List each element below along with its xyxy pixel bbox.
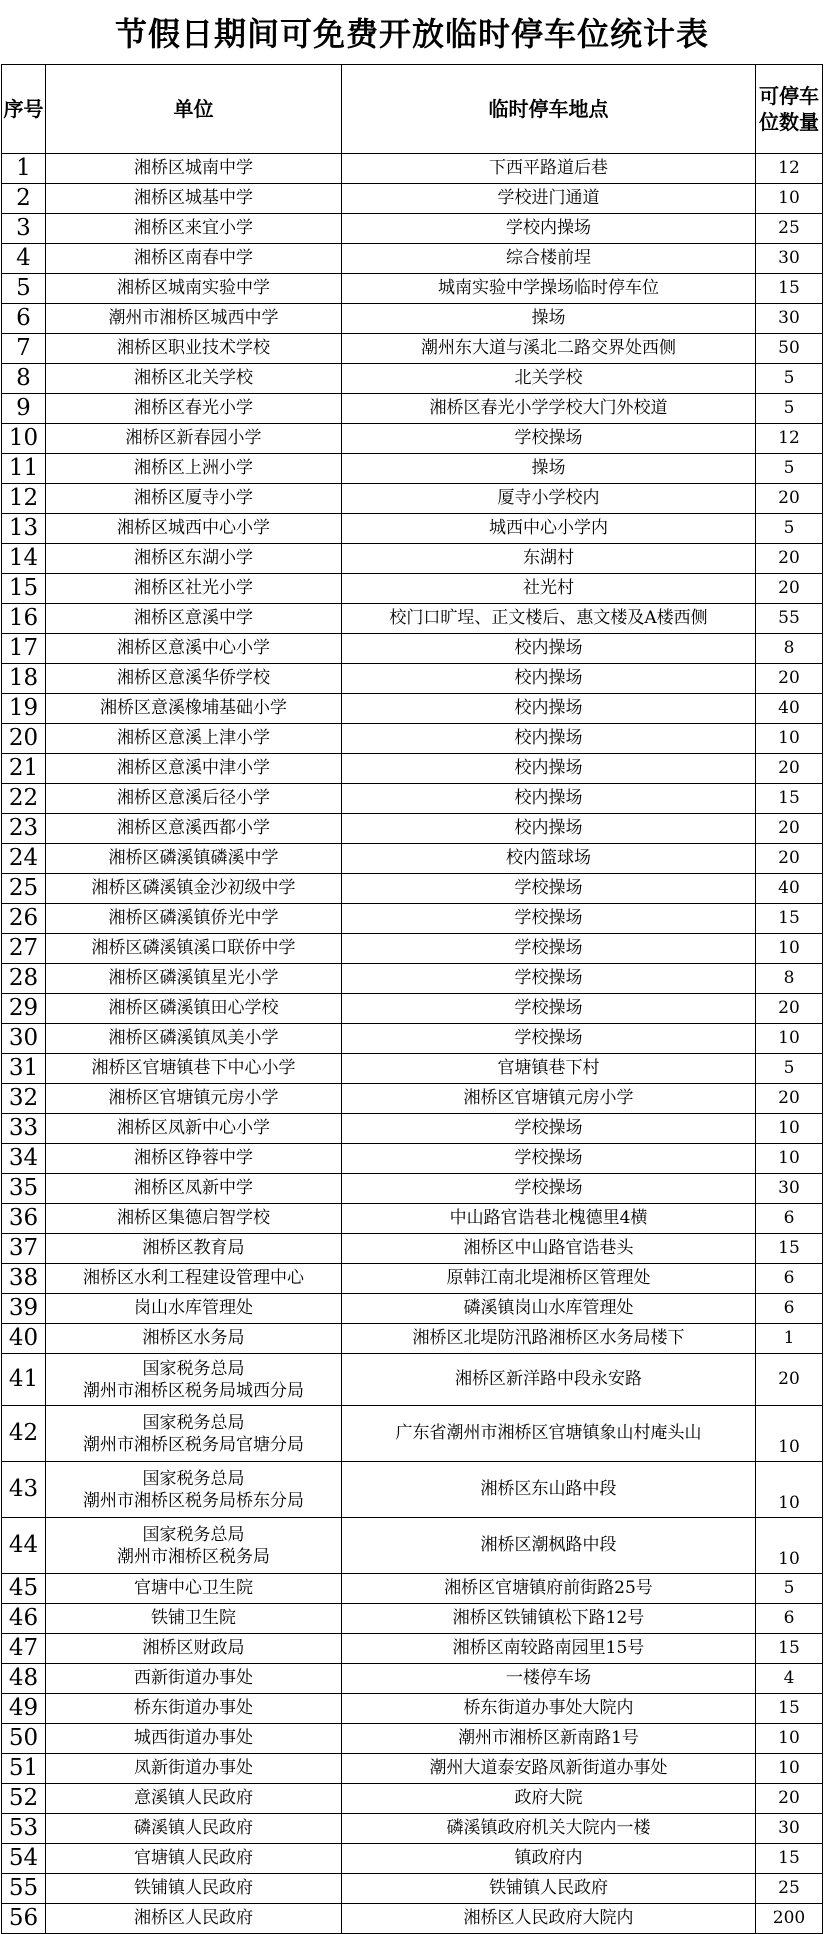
row-location: 潮州大道泰安路凤新街道办事处 [342,1754,756,1784]
table-row [2,1024,823,1054]
row-location: 学校操场 [342,1174,756,1204]
row-location: 北关学校 [342,364,756,394]
table-row [2,1144,823,1174]
row-unit: 官塘镇人民政府 [46,1844,342,1874]
row-index: 31 [2,1054,46,1084]
row-unit: 湘桥区教育局 [46,1234,342,1264]
row-count: 20 [756,664,823,694]
row-unit: 湘桥区官塘镇元房小学 [46,1084,342,1114]
table-row [2,1174,823,1204]
table-row [2,1084,823,1114]
table-row [2,1724,823,1754]
row-index: 47 [2,1634,46,1664]
row-index: 6 [2,304,46,334]
row-count: 15 [756,1844,823,1874]
row-location: 原韩江南北堤湘桥区管理处 [342,1264,756,1294]
row-unit: 湘桥区意溪华侨学校 [46,664,342,694]
row-count: 20 [756,484,823,514]
row-unit: 湘桥区凤新中学 [46,1174,342,1204]
row-index: 48 [2,1664,46,1694]
row-unit: 岗山水库管理处 [46,1294,342,1324]
row-location: 磷溪镇岗山水库管理处 [342,1294,756,1324]
row-index: 29 [2,994,46,1024]
row-unit: 湘桥区磷溪镇凤美小学 [46,1024,342,1054]
row-unit: 湘桥区意溪后径小学 [46,784,342,814]
row-unit [46,1406,342,1462]
row-location: 湘桥区北堤防汛路湘桥区水务局楼下 [342,1324,756,1354]
row-index: 54 [2,1844,46,1874]
row-unit: 湘桥区意溪中心小学 [46,634,342,664]
row-index: 13 [2,514,46,544]
row-location: 校内篮球场 [342,844,756,874]
row-location: 城南实验中学操场临时停车位 [342,274,756,304]
row-count: 30 [756,244,823,274]
row-location: 潮州东大道与溪北二路交界处西侧 [342,334,756,364]
table-row [2,1634,823,1664]
row-index: 21 [2,754,46,784]
row-location: 学校操场 [342,424,756,454]
row-location: 学校操场 [342,934,756,964]
row-count: 20 [756,844,823,874]
table-row [2,604,823,634]
row-unit-line2: 潮州市湘桥区税务局 [117,1546,270,1567]
row-unit: 湘桥区凤新中心小学 [46,1114,342,1144]
row-index: 50 [2,1724,46,1754]
row-count: 10 [756,1724,823,1754]
row-count: 30 [756,1814,823,1844]
header-unit: 单位 [46,65,342,154]
table-row [2,1054,823,1084]
table-row [2,274,823,304]
row-index: 42 [2,1406,46,1462]
table-row [2,1234,823,1264]
row-unit: 铁铺镇人民政府 [46,1874,342,1904]
row-unit-line1: 国家税务总局 [142,1524,245,1545]
row-unit-line1: 国家税务总局 [142,1412,245,1433]
row-count: 10 [756,1406,823,1462]
row-count: 5 [756,1574,823,1604]
row-location: 校内操场 [342,754,756,784]
row-index: 26 [2,904,46,934]
row-unit: 湘桥区北关学校 [46,364,342,394]
table-row [2,334,823,364]
row-count: 30 [756,1174,823,1204]
table-row [2,154,823,184]
table-body [2,154,823,1934]
table-row [2,244,823,274]
row-index: 24 [2,844,46,874]
row-location: 下西平路道后巷 [342,154,756,184]
row-unit: 潮州市湘桥区城西中学 [46,304,342,334]
row-index: 55 [2,1874,46,1904]
row-unit: 湘桥区意溪上津小学 [46,724,342,754]
row-unit: 湘桥区意溪西都小学 [46,814,342,844]
row-count: 5 [756,514,823,544]
row-count: 6 [756,1264,823,1294]
row-unit: 湘桥区磷溪镇金沙初级中学 [46,874,342,904]
header-index: 序号 [2,65,46,154]
row-unit [46,1462,342,1518]
table-row [2,184,823,214]
row-index: 49 [2,1694,46,1724]
table-row [2,1204,823,1234]
table-row [2,1874,823,1904]
row-count: 20 [756,1784,823,1814]
row-count: 10 [756,184,823,214]
row-location: 校门口旷埕、正文楼后、惠文楼及A楼西侧 [342,604,756,634]
row-unit: 湘桥区城南实验中学 [46,274,342,304]
row-unit: 湘桥区城西中心小学 [46,514,342,544]
table-row [2,544,823,574]
row-location: 湘桥区新洋路中段永安路 [342,1354,756,1406]
table-row [2,634,823,664]
row-location: 学校内操场 [342,214,756,244]
table-row [2,454,823,484]
table-row [2,994,823,1024]
row-location: 学校操场 [342,994,756,1024]
row-location: 潮州市湘桥区新南路1号 [342,1724,756,1754]
row-location: 社光村 [342,574,756,604]
row-unit: 桥东街道办事处 [46,1694,342,1724]
row-count: 200 [756,1904,823,1934]
row-unit-line1: 国家税务总局 [142,1468,245,1489]
row-location: 校内操场 [342,694,756,724]
row-location: 桥东街道办事处大院内 [342,1694,756,1724]
row-unit: 湘桥区东湖小学 [46,544,342,574]
row-unit: 湘桥区铮蓉中学 [46,1144,342,1174]
row-unit-line2: 潮州市湘桥区税务局桥东分局 [83,1490,304,1511]
row-location: 校内操场 [342,724,756,754]
row-index: 44 [2,1518,46,1574]
row-index: 7 [2,334,46,364]
row-unit-line2: 潮州市湘桥区税务局城西分局 [83,1380,304,1401]
table-row [2,1324,823,1354]
row-location: 湘桥区南较路南园里15号 [342,1634,756,1664]
table-row [2,514,823,544]
table-row [2,1604,823,1634]
table-row [2,214,823,244]
row-index: 35 [2,1174,46,1204]
row-index: 40 [2,1324,46,1354]
row-location: 学校操场 [342,904,756,934]
table-row [2,364,823,394]
row-count: 20 [756,814,823,844]
row-index: 9 [2,394,46,424]
row-index: 33 [2,1114,46,1144]
row-index: 20 [2,724,46,754]
table-row [2,394,823,424]
row-unit: 凤新街道办事处 [46,1754,342,1784]
row-count: 20 [756,1084,823,1114]
row-index: 16 [2,604,46,634]
row-unit: 湘桥区磷溪镇溪口联侨中学 [46,934,342,964]
table-row [2,1904,823,1934]
row-index: 56 [2,1904,46,1934]
row-count: 6 [756,1294,823,1324]
row-count: 20 [756,544,823,574]
row-index: 19 [2,694,46,724]
row-index: 53 [2,1814,46,1844]
row-location: 学校操场 [342,1114,756,1144]
row-unit: 城西街道办事处 [46,1724,342,1754]
row-count: 10 [756,1754,823,1784]
row-unit: 磷溪镇人民政府 [46,1814,342,1844]
row-location: 校内操场 [342,784,756,814]
row-location: 官塘镇巷下村 [342,1054,756,1084]
row-count: 10 [756,1462,823,1518]
table-row [2,934,823,964]
row-count: 10 [756,1144,823,1174]
row-count: 15 [756,1694,823,1724]
row-count: 4 [756,1664,823,1694]
row-count: 10 [756,1114,823,1144]
row-index: 41 [2,1354,46,1406]
row-location: 厦寺小学校内 [342,484,756,514]
row-unit: 湘桥区磷溪镇侨光中学 [46,904,342,934]
table-row [2,1754,823,1784]
row-unit: 湘桥区意溪中津小学 [46,754,342,784]
row-index: 2 [2,184,46,214]
row-location: 湘桥区中山路官诰巷头 [342,1234,756,1264]
row-index: 11 [2,454,46,484]
row-unit: 意溪镇人民政府 [46,1784,342,1814]
row-location: 铁铺镇人民政府 [342,1874,756,1904]
row-index: 25 [2,874,46,904]
row-count: 25 [756,1874,823,1904]
row-location: 操场 [342,304,756,334]
row-location: 学校操场 [342,874,756,904]
row-count: 1 [756,1324,823,1354]
row-count: 20 [756,574,823,604]
row-index: 5 [2,274,46,304]
row-unit: 湘桥区磷溪镇田心学校 [46,994,342,1024]
row-unit: 湘桥区磷溪镇星光小学 [46,964,342,994]
row-count: 40 [756,874,823,904]
row-unit: 湘桥区水务局 [46,1324,342,1354]
row-count: 15 [756,784,823,814]
table-row [2,1294,823,1324]
row-unit: 湘桥区财政局 [46,1634,342,1664]
row-unit: 湘桥区意溪中学 [46,604,342,634]
row-location: 学校操场 [342,1144,756,1174]
row-count: 5 [756,1054,823,1084]
row-location: 政府大院 [342,1784,756,1814]
row-location: 一楼停车场 [342,1664,756,1694]
table-row [2,1784,823,1814]
row-count: 6 [756,1204,823,1234]
row-location: 湘桥区潮枫路中段 [342,1518,756,1574]
table-row [2,1574,823,1604]
row-unit: 湘桥区磷溪镇磷溪中学 [46,844,342,874]
row-location: 磷溪镇政府机关大院内一楼 [342,1814,756,1844]
table-row [2,1518,823,1574]
row-index: 43 [2,1462,46,1518]
row-index: 22 [2,784,46,814]
row-unit [46,1354,342,1406]
row-count: 8 [756,964,823,994]
row-count: 15 [756,1634,823,1664]
row-count: 5 [756,394,823,424]
row-index: 32 [2,1084,46,1114]
table-row [2,904,823,934]
row-unit: 湘桥区厦寺小学 [46,484,342,514]
table-row [2,1814,823,1844]
row-index: 30 [2,1024,46,1054]
row-location: 湘桥区东山路中段 [342,1462,756,1518]
row-index: 18 [2,664,46,694]
row-count: 15 [756,274,823,304]
row-location: 湘桥区官塘镇元房小学 [342,1084,756,1114]
row-index: 27 [2,934,46,964]
table-row [2,694,823,724]
row-location: 湘桥区春光小学学校大门外校道 [342,394,756,424]
row-count: 12 [756,154,823,184]
row-unit: 湘桥区城基中学 [46,184,342,214]
row-index: 8 [2,364,46,394]
row-unit: 湘桥区意溪橡埔基础小学 [46,694,342,724]
row-index: 23 [2,814,46,844]
row-location: 学校操场 [342,1024,756,1054]
row-count: 15 [756,904,823,934]
row-index: 51 [2,1754,46,1784]
header-count: 可停车位数量 [756,65,823,154]
table-row [2,1406,823,1462]
row-count: 5 [756,364,823,394]
table-row [2,844,823,874]
parking-table [1,64,823,1934]
row-index: 3 [2,214,46,244]
row-index: 15 [2,574,46,604]
row-location: 城西中心小学内 [342,514,756,544]
table-row [2,304,823,334]
row-index: 46 [2,1604,46,1634]
row-count: 10 [756,1518,823,1574]
table-row [2,964,823,994]
row-unit-line1: 国家税务总局 [142,1358,245,1379]
row-unit: 湘桥区人民政府 [46,1904,342,1934]
table-row [2,484,823,514]
row-index: 45 [2,1574,46,1604]
row-count: 50 [756,334,823,364]
header-location: 临时停车地点 [342,65,756,154]
row-index: 34 [2,1144,46,1174]
row-index: 36 [2,1204,46,1234]
row-index: 52 [2,1784,46,1814]
row-count: 20 [756,754,823,784]
table-row [2,874,823,904]
row-location: 广东省潮州市湘桥区官塘镇象山村庵头山 [342,1406,756,1462]
table-row [2,1694,823,1724]
table-row [2,1844,823,1874]
table-row [2,664,823,694]
row-unit: 湘桥区春光小学 [46,394,342,424]
row-count: 12 [756,424,823,454]
table-row [2,574,823,604]
row-unit: 西新街道办事处 [46,1664,342,1694]
row-unit: 铁铺卫生院 [46,1604,342,1634]
row-location: 湘桥区铁铺镇松下路12号 [342,1604,756,1634]
row-count: 6 [756,1604,823,1634]
row-location: 东湖村 [342,544,756,574]
row-count: 20 [756,1354,823,1406]
table-row [2,814,823,844]
row-count: 10 [756,934,823,964]
row-count: 25 [756,214,823,244]
row-index: 39 [2,1294,46,1324]
table-row [2,724,823,754]
row-location: 学校进门通道 [342,184,756,214]
row-unit-line2: 潮州市湘桥区税务局官塘分局 [83,1434,304,1455]
row-unit: 湘桥区来宜小学 [46,214,342,244]
row-count: 10 [756,1024,823,1054]
row-index: 28 [2,964,46,994]
row-index: 10 [2,424,46,454]
row-count: 55 [756,604,823,634]
table-row [2,1264,823,1294]
row-location: 湘桥区官塘镇府前街路25号 [342,1574,756,1604]
row-unit: 湘桥区社光小学 [46,574,342,604]
table-row [2,1114,823,1144]
row-unit [46,1518,342,1574]
row-count: 5 [756,454,823,484]
row-unit: 湘桥区集德启智学校 [46,1204,342,1234]
row-location: 操场 [342,454,756,484]
row-index: 4 [2,244,46,274]
row-count: 30 [756,304,823,334]
row-location: 中山路官诰巷北槐德里4横 [342,1204,756,1234]
row-location: 校内操场 [342,634,756,664]
row-index: 38 [2,1264,46,1294]
row-location: 校内操场 [342,814,756,844]
row-index: 1 [2,154,46,184]
row-location: 综合楼前埕 [342,244,756,274]
row-unit: 湘桥区水利工程建设管理中心 [46,1264,342,1294]
row-location: 湘桥区人民政府大院内 [342,1904,756,1934]
row-unit: 湘桥区城南中学 [46,154,342,184]
table-row [2,1664,823,1694]
row-unit: 湘桥区官塘镇巷下中心小学 [46,1054,342,1084]
row-location: 学校操场 [342,964,756,994]
row-unit: 湘桥区职业技术学校 [46,334,342,364]
row-count: 15 [756,1234,823,1264]
header-row [2,65,823,154]
row-index: 37 [2,1234,46,1264]
table-row [2,784,823,814]
row-count: 40 [756,694,823,724]
table-row [2,1462,823,1518]
table-row [2,754,823,784]
row-unit: 官塘中心卫生院 [46,1574,342,1604]
table-row [2,1354,823,1406]
row-index: 12 [2,484,46,514]
row-index: 17 [2,634,46,664]
row-unit: 湘桥区南春中学 [46,244,342,274]
table-row [2,424,823,454]
row-count: 10 [756,724,823,754]
row-location: 校内操场 [342,664,756,694]
row-unit: 湘桥区新春园小学 [46,424,342,454]
row-index: 14 [2,544,46,574]
page-title: 节假日期间可免费开放临时停车位统计表 [114,15,709,53]
row-count: 20 [756,994,823,1024]
row-location: 镇政府内 [342,1844,756,1874]
row-count: 8 [756,634,823,664]
row-unit: 湘桥区上洲小学 [46,454,342,484]
